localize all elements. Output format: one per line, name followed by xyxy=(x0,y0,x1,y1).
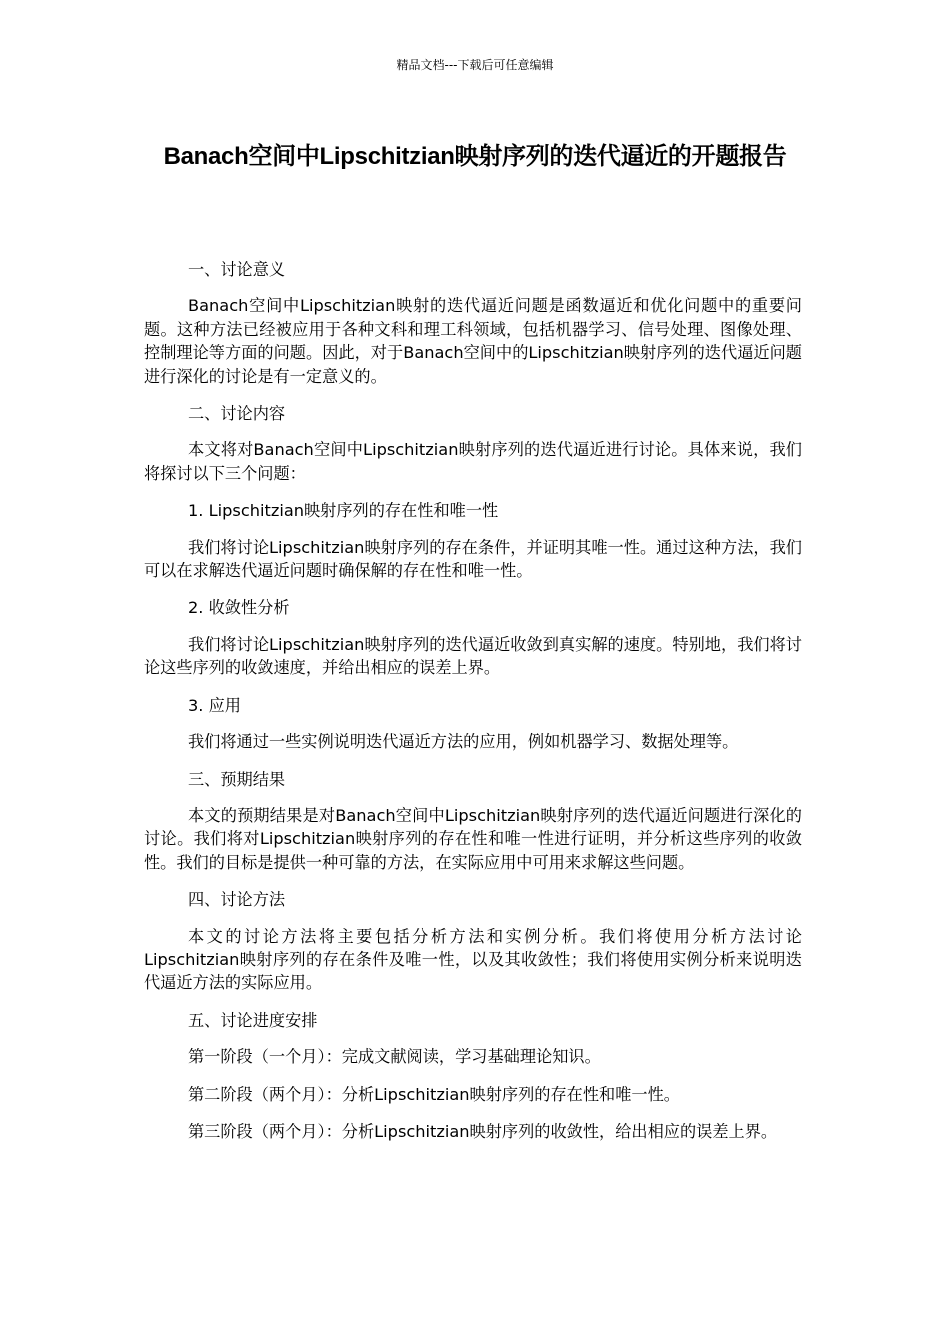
paragraph-convergence: 我们将讨论Lipschitzian映射序列的迭代逼近收敛到真实解的速度。特别地，我们将讨论这些序列的收敛速度，并给出相应的误差上界。 xyxy=(144,634,802,678)
paragraph-significance: Banach空间中Lipschitzian映射的迭代逼近问题是函数逼近和优化问题中的重要问题。这种方法已经被应用于各种文科和理工科领域，包括机器学习、信号处理、图像处理、控制理论等方面的问题。因此，对于Banach空间中的Lipschitzian映射序列的迭代逼近问题进行深化的讨论是有一定意义的。 xyxy=(144,296,802,386)
paragraph-content-intro: 本文将对Banach空间中Lipschitzian映射序列的迭代逼近进行讨论。具体来说，我们将探讨以下三个问题： xyxy=(144,440,802,483)
schedule-stage-1: 第一阶段（一个月）：完成文献阅读，学习基础理论知识。 xyxy=(188,1047,601,1067)
item-heading-existence: 1. Lipschitzian映射序列的存在性和唯一性 xyxy=(188,501,499,521)
section-heading-significance: 一、讨论意义 xyxy=(188,260,286,279)
paragraph-expected-results: 本文的预期结果是对Banach空间中Lipschitzian映射序列的迭代逼近问题进行深化的讨论。我们将对Lipschitzian映射序列的存在性和唯一性进行证明，并分析这些序列的收敛性。我们的目标是提供一种可靠的方法，在实际应用中可用来求解这些问题。 xyxy=(144,805,802,872)
schedule-stage-2: 第二阶段（两个月）：分析Lipschitzian映射序列的存在性和唯一性。 xyxy=(188,1084,680,1104)
document-body xyxy=(144,258,802,1157)
section-heading-content: 二、讨论内容 xyxy=(188,404,286,424)
section-heading-expected-results: 三、预期结果 xyxy=(188,769,286,789)
item-heading-convergence: 2. 收敛性分析 xyxy=(188,598,290,618)
section-heading-methods: 四、讨论方法 xyxy=(188,890,286,910)
paragraph-existence: 我们将讨论Lipschitzian映射序列的存在条件，并证明其唯一性。通过这种方法，我们可以在求解迭代逼近问题时确保解的存在性和唯一性。 xyxy=(144,537,802,581)
section-heading-schedule: 五、讨论进度安排 xyxy=(188,1010,318,1030)
paragraph-methods: 本文的讨论方法将主要包括分析方法和实例分析。我们将使用分析方法讨论Lipschitzian映射序列的存在条件及唯一性，以及其收敛性；我们将使用实例分析来说明迭代逼近方法的实际应用。 xyxy=(144,926,802,993)
header-note: 精品文档---下载后可任意编辑 xyxy=(396,58,554,72)
paragraph-application: 我们将通过一些实例说明迭代逼近方法的应用，例如机器学习、数据处理等。 xyxy=(188,732,739,752)
item-heading-application: 3. 应用 xyxy=(188,695,241,715)
document-title: Banach空间中Lipschitzian映射序列的迭代逼近的开题报告 xyxy=(163,143,787,170)
schedule-stage-3: 第三阶段（两个月）：分析Lipschitzian映射序列的收敛性，给出相应的误差上界。 xyxy=(188,1121,778,1141)
